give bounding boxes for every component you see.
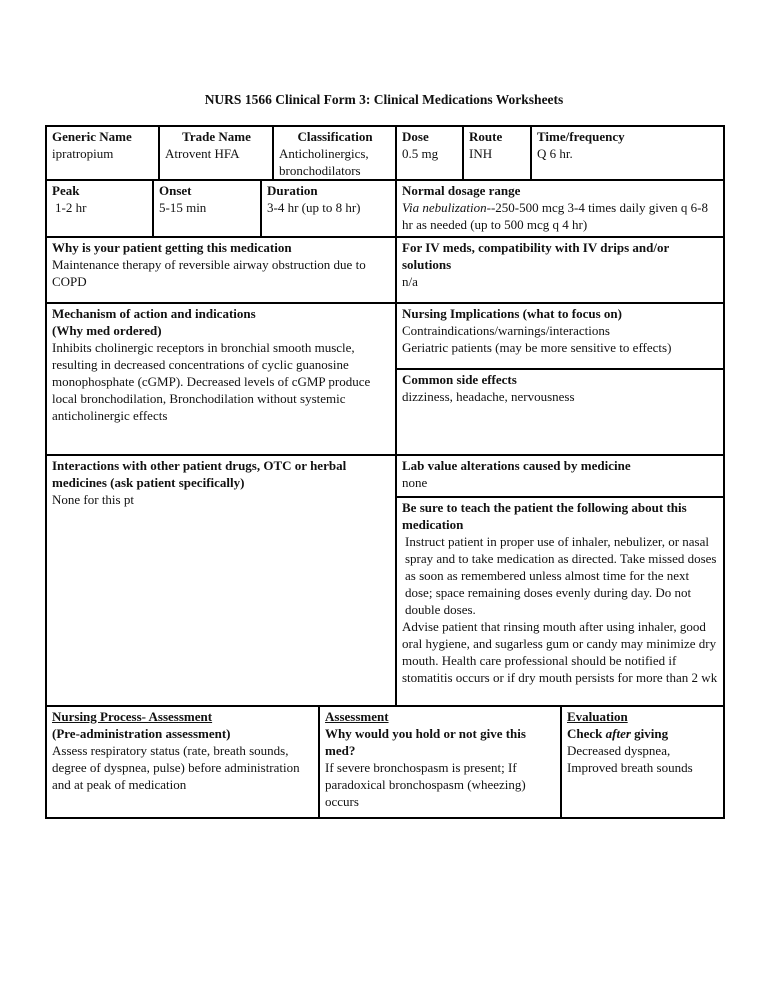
normal-dosage-cell <box>397 181 725 238</box>
assessment-label: Assessment <box>325 709 389 724</box>
onset-value: 5-15 min <box>159 200 207 215</box>
evaluation-check-label <box>567 725 719 742</box>
patient-teaching-cell <box>397 498 725 707</box>
iv-compatibility-label: For IV meds, compatibility with IV drips and/or solutions <box>402 240 670 272</box>
onset-label: Onset <box>159 183 192 198</box>
evaluation-cell <box>562 707 725 819</box>
row-mechanism <box>47 304 725 456</box>
generic-name-value: ipratropium <box>52 146 114 161</box>
trade-name-label: Trade Name <box>182 129 251 144</box>
normal-dosage-label: Normal dosage range <box>402 183 521 198</box>
row-assessment <box>47 707 725 819</box>
evaluation-giving: giving <box>630 726 669 741</box>
interactions-cell <box>47 456 397 707</box>
classification-label: Classification <box>297 129 373 144</box>
nursing-process-label: Nursing Process- Assessment <box>52 709 213 724</box>
peak-value: 1-2 hr <box>55 200 87 215</box>
mechanism-label-sub: (Why med ordered) <box>52 323 162 338</box>
evaluation-after: after <box>605 726 631 741</box>
route-value: INH <box>469 146 493 161</box>
evaluation-check: Check <box>567 726 606 741</box>
normal-dosage-rest: --250-500 mcg 3-4 times daily given q 6-8 hr as needed (up to 500 mcg q 4 hr) <box>402 200 708 232</box>
why-label: Why is your patient getting this medication <box>52 240 292 255</box>
lab-teach-column <box>397 456 725 707</box>
row-timing <box>47 181 725 238</box>
side-effects-label: Common side effects <box>402 372 517 387</box>
duration-cell <box>262 181 397 238</box>
nursing-implications-label: Nursing Implications (what to focus on) <box>402 306 622 321</box>
route-cell <box>464 127 532 181</box>
time-frequency-cell <box>532 127 725 181</box>
onset-cell <box>154 181 262 238</box>
duration-value: 3-4 hr (up to 8 hr) <box>267 200 361 215</box>
nursing-process-value: Assess respiratory status (rate, breath sounds, degree of dyspnea, pulse) before administration and at peak of medication <box>52 743 300 792</box>
iv-compatibility-cell <box>397 238 725 304</box>
row-interactions <box>47 456 725 707</box>
nursing-process-label-sub: (Pre-administration assessment) <box>52 726 231 741</box>
iv-compatibility-value: n/a <box>402 274 418 289</box>
dose-value: 0.5 mg <box>402 146 439 161</box>
normal-dosage-value <box>402 199 719 233</box>
duration-label: Duration <box>267 183 318 198</box>
why-value: Maintenance therapy of reversible airway obstruction due to COPD <box>52 257 366 289</box>
dose-label: Dose <box>402 129 429 144</box>
nursing-implications-cell <box>397 304 725 370</box>
route-label: Route <box>469 129 503 144</box>
evaluation-value: Decreased dyspnea, Improved breath sounds <box>567 743 693 775</box>
nursing-side-effects-column <box>397 304 725 456</box>
mechanism-label: Mechanism of action and indications <box>52 306 256 321</box>
dose-cell <box>397 127 464 181</box>
patient-teaching-label: Be sure to teach the patient the following about this medication <box>402 500 687 532</box>
time-frequency-label: Time/frequency <box>537 129 625 144</box>
normal-dosage-italic: Via nebulization <box>402 200 487 215</box>
why-cell <box>47 238 397 304</box>
classification-cell <box>274 127 397 181</box>
generic-name-label: Generic Name <box>52 129 132 144</box>
peak-cell <box>47 181 154 238</box>
trade-name-value: Atrovent HFA <box>165 146 240 161</box>
interactions-value: None for this pt <box>52 492 134 507</box>
lab-values-cell <box>397 456 725 498</box>
patient-teaching-p1: Instruct patient in proper use of inhaler, nebulizer, or nasal spray and to take medication as directed. Take missed doses as soon as remembered unless almost time for the next dose; space remaining doses evenly during day. Do not double doses. <box>405 534 717 617</box>
interactions-label: Interactions with other patient drugs, OTC or herbal medicines (ask patient specifically) <box>52 458 347 490</box>
medication-worksheet-table <box>45 125 725 819</box>
assessment-cell <box>320 707 562 819</box>
row-drug-info <box>47 127 725 181</box>
assessment-value: If severe bronchospasm is present; If paradoxical bronchospasm (wheezing) occurs <box>325 760 526 809</box>
generic-name-cell <box>47 127 160 181</box>
trade-name-cell <box>160 127 274 181</box>
time-frequency-value: Q 6 hr. <box>537 146 573 161</box>
evaluation-label: Evaluation <box>567 709 628 724</box>
row-reason <box>47 238 725 304</box>
nursing-implications-line2: Geriatric patients (may be more sensitive to effects) <box>402 340 672 355</box>
nursing-implications-line1: Contraindications/warnings/interactions <box>402 323 610 338</box>
side-effects-value: dizziness, headache, nervousness <box>402 389 575 404</box>
mechanism-value: Inhibits cholinergic receptors in bronchial smooth muscle, resulting in decreased concentrations of cyclic guanosine monophosphate (cGMP). Decreased levels of cGMP produce local bronchodilation, Bronchodilation without systemic anticholinergic effects <box>52 340 371 423</box>
page-title: NURS 1566 Clinical Form 3: Clinical Medications Worksheets <box>204 92 564 107</box>
nursing-process-cell <box>47 707 320 819</box>
patient-teaching-p2: Advise patient that rinsing mouth after using inhaler, good oral hygiene, and sugarless gum or candy may minimize dry mouth. Health care professional should be notified if stomatitis occurs or if dry mouth persists for more than 2 wk <box>402 619 718 685</box>
peak-label: Peak <box>52 183 80 198</box>
lab-values-label: Lab value alterations caused by medicine <box>402 458 631 473</box>
assessment-label-sub: Why would you hold or not give this med? <box>325 726 526 758</box>
classification-value: Anticholinergics, bronchodilators <box>279 146 369 178</box>
side-effects-cell <box>397 370 725 456</box>
mechanism-cell <box>47 304 397 456</box>
lab-values-value: none <box>402 475 428 490</box>
